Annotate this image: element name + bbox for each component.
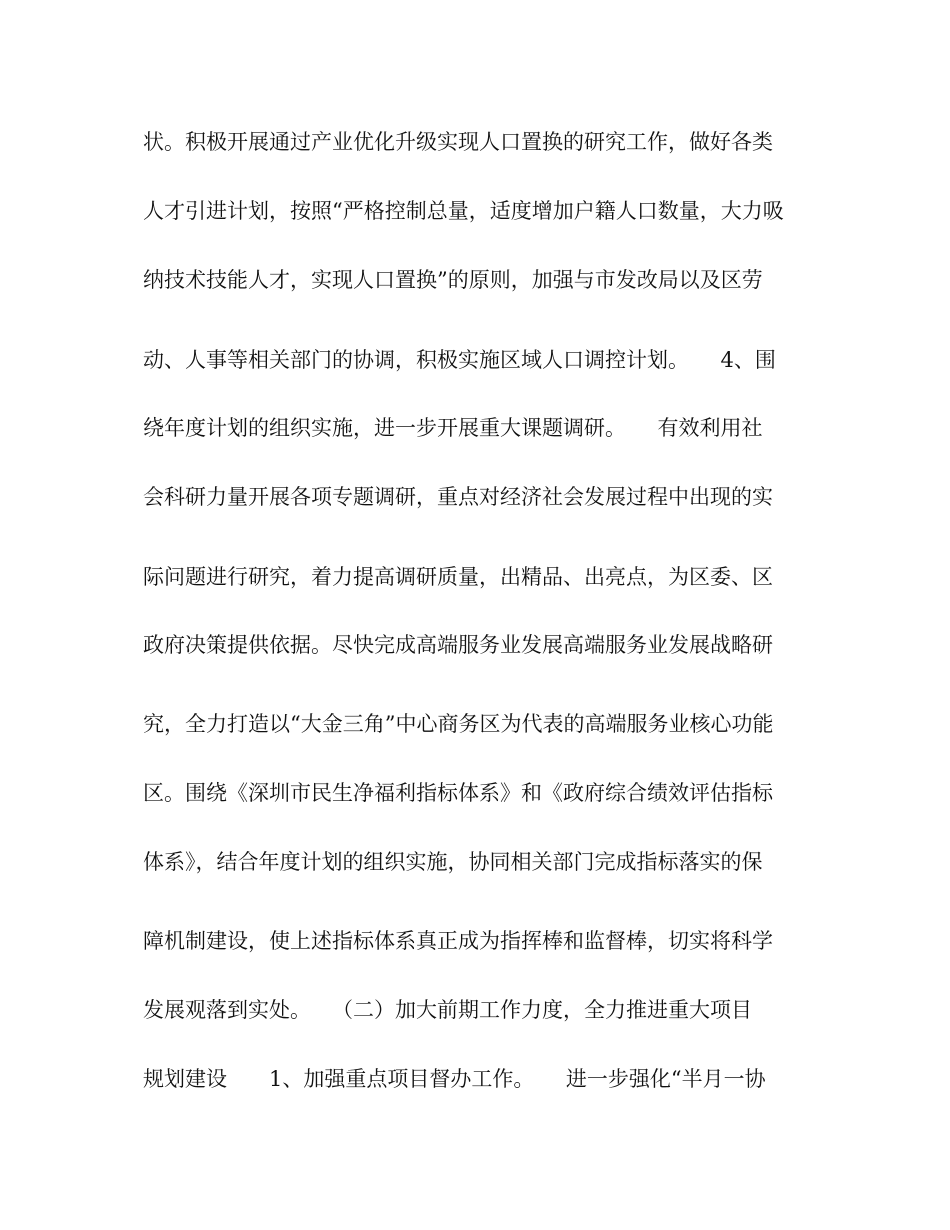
text-line-2: 人才引进计划，按照“严格控制总量，适度增加户籍人口数量，大力吸: [143, 199, 784, 223]
text-line-4: 动、人事等相关部门的协调，积极实施区域人口调控计划。 4、围: [143, 348, 776, 372]
text-line-5: 绕年度计划的组织实施，进一步开展重大课题调研。 有效利用社: [143, 416, 763, 440]
text-line-6: 会科研力量开展各项专题调研，重点对经济社会发展过程中出现的实: [143, 485, 773, 509]
text-line-11: 体系》，结合年度计划的组织实施，协同相关部门完成指标落实的保: [143, 850, 763, 874]
text-line-12: 障机制建设，使上述指标体系真正成为指挥棒和监督棒，切实将科学: [143, 929, 773, 953]
text-line-1: 状。积极开展通过产业优化升级实现人口置换的研究工作，做好各类: [143, 130, 773, 154]
text-line-8: 政府决策提供依据。尽快完成高端服务业发展高端服务业发展战略研: [143, 633, 773, 657]
text-line-9: 究，全力打造以“大金三角”中心商务区为代表的高端服务业核心功能: [143, 712, 774, 736]
text-line-3: 纳技术技能人才，实现人口置换”的原则，加强与市发改局以及区劳: [143, 268, 763, 292]
text-line-7: 际问题进行研究，着力提高调研质量，出精品、出亮点，为区委、区: [143, 565, 773, 589]
text-line-10: 区。围绕《深圳市民生净福利指标体系》和《政府综合绩效评估指标: [143, 781, 773, 805]
text-line-13: 发展观落到实处。 （二）加大前期工作力度，全力推进重大项目: [143, 998, 752, 1022]
text-line-14: 规划建设 1、加强重点项目督办工作。 进一步强化“半月一协: [143, 1067, 766, 1091]
